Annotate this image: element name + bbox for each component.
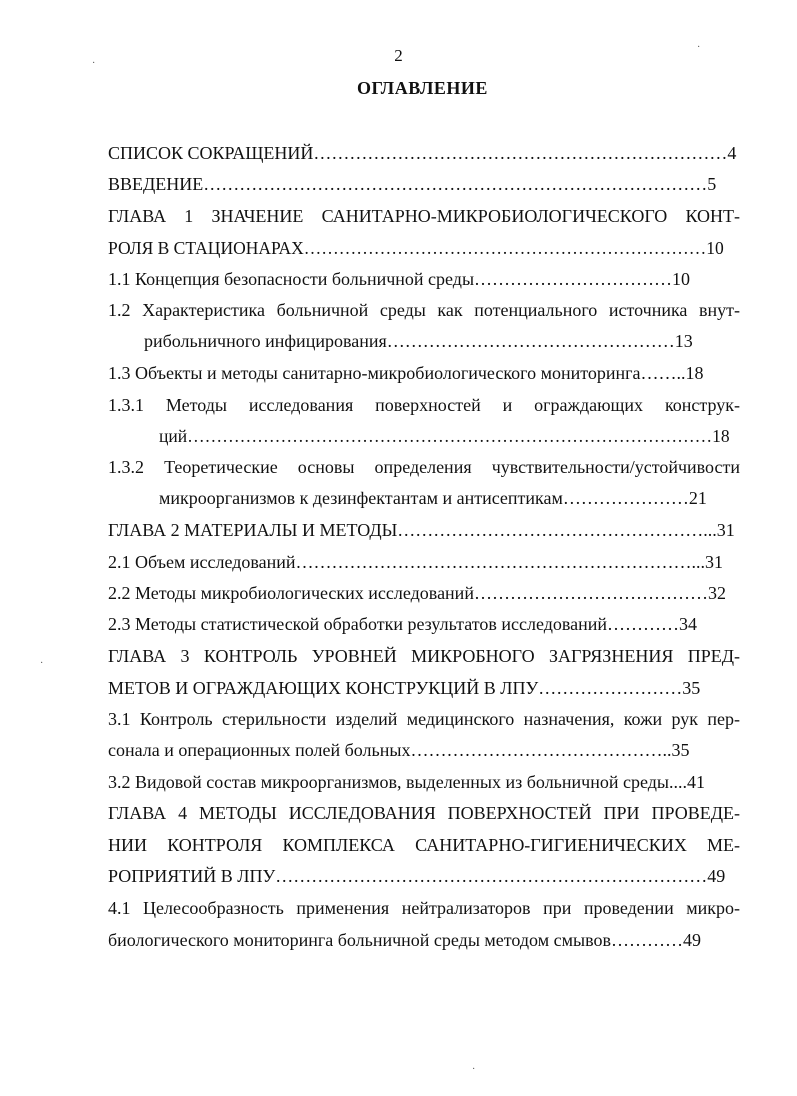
toc-line: ГЛАВА 4 МЕТОДЫ ИССЛЕДОВАНИЯ ПОВЕРХНОСТЕЙ ПРИ ПРОВЕДЕ- <box>108 803 740 823</box>
scan-speck: · <box>472 1064 476 1075</box>
scan-speck: · <box>697 42 701 53</box>
toc-line: сонала и операционных полей больных……………………………………..35 <box>108 740 690 760</box>
toc-line: 2.2 Методы микробиологических исследований…………………………………32 <box>108 583 726 603</box>
page-number: 2 <box>394 46 403 65</box>
toc-line: 3.2 Видовой состав микроорганизмов, выделенных из больничной среды....41 <box>108 772 705 792</box>
toc-line: ГЛАВА 1 ЗНАЧЕНИЕ САНИТАРНО-МИКРОБИОЛОГИЧЕСКОГО КОНТ- <box>108 206 740 226</box>
toc-line: ций………………………………………………………………………………18 <box>159 426 730 446</box>
scan-speck: · <box>40 658 44 669</box>
toc-line: РОПРИЯТИЙ В ЛПУ………………………………………………………………49 <box>108 866 726 886</box>
toc-line: биологического мониторинга больничной среды методом смывов…………49 <box>108 930 701 950</box>
toc-line: микроорганизмов к дезинфектантам и антисептикам…………………21 <box>159 488 707 508</box>
toc-line: 1.3.2 Теоретические основы определения чувствительности/устойчивости <box>108 457 740 477</box>
toc-line: 3.1 Контроль стерильности изделий медицинского назначения, кожи рук пер- <box>108 709 740 729</box>
toc-line: РОЛЯ В СТАЦИОНАРАХ……………………………………………………………10 <box>108 238 724 258</box>
page-title: ОГЛАВЛЕНИЕ <box>357 78 488 98</box>
toc-line: ГЛАВА 2 МАТЕРИАЛЫ И МЕТОДЫ……………………………………………...31 <box>108 520 735 540</box>
toc-line: рибольничного инфицирования…………………………………………13 <box>144 331 693 351</box>
toc-line: МЕТОВ И ОГРАЖДАЮЩИХ КОНСТРУКЦИЙ В ЛПУ……………………35 <box>108 678 701 698</box>
toc-line: 2.1 Объем исследований…………………………………………………………...31 <box>108 552 724 572</box>
toc-line: ГЛАВА 3 КОНТРОЛЬ УРОВНЕЙ МИКРОБНОГО ЗАГРЯЗНЕНИЯ ПРЕД- <box>108 646 740 666</box>
toc-line: ВВЕДЕНИЕ…………………………………………………………………………5 <box>108 174 717 194</box>
toc-line: 2.3 Методы статистической обработки результатов исследований…………34 <box>108 614 698 634</box>
toc-line: 1.3.1 Методы исследования поверхностей и ограждающих конструк- <box>108 395 740 415</box>
toc-line: НИИ КОНТРОЛЯ КОМПЛЕКСА САНИТАРНО-ГИГИЕНИЧЕСКИХ МЕ- <box>108 835 740 855</box>
scan-speck: · <box>92 58 96 69</box>
toc-line: 1.1 Концепция безопасности больничной среды……………………………10 <box>108 269 691 289</box>
toc-line: 1.2 Характеристика больничной среды как потенциального источника внут- <box>108 300 740 320</box>
toc-line: 1.3 Объекты и методы санитарно-микробиологического мониторинга……..18 <box>108 363 704 383</box>
toc-line: 4.1 Целесообразность применения нейтрализаторов при проведении микро- <box>108 898 740 918</box>
toc-line: СПИСОК СОКРАЩЕНИЙ……………………………………………………………4 <box>108 143 737 163</box>
